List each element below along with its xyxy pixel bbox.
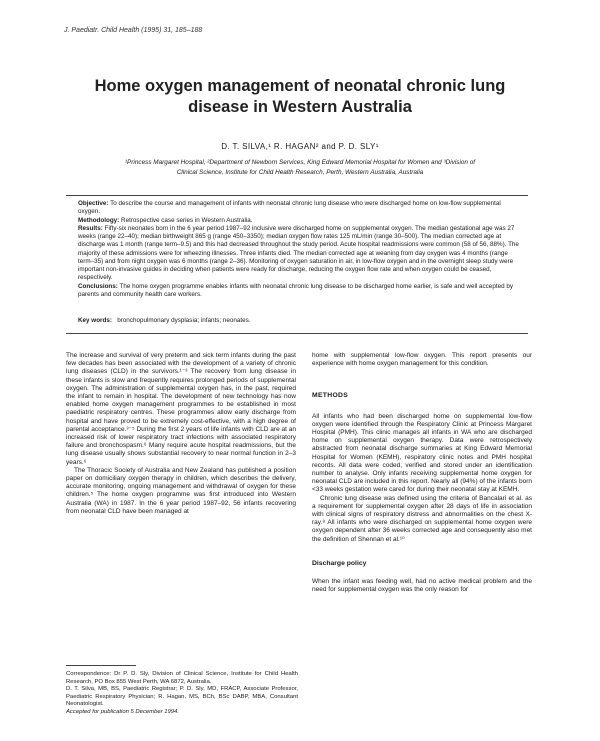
methodology-label: Methodology: [78,216,120,224]
footnote [66,671,298,717]
accepted-date: Accepted for publication 5 December 1994. [66,708,179,715]
affiliation-line-1: ¹Princess Margaret Hospital, ²Department of Newborn Services, King Edward Memorial Hospital for Women and ³Division of [124,159,476,166]
abstract-objective [78,200,522,217]
objective-label: Objective: [78,200,109,207]
article-title [40,76,560,118]
intro-paragraph-3: home with supplemental low-flow oxygen. This report presents our experience with home oxygen management for this condition. [312,352,532,368]
abstract-top-rule [66,195,528,196]
methodology-text: Retrospective case series in Western Australia. [121,216,253,224]
objective-text: To describe the course and management of infants with neonatal chronic lung disease who were discharged home on low-flow supplemental oxygen. [78,200,501,216]
affiliation-line-2: Clinical Science, Institute for Child Health Research, Perth, Western Australia, Australia [176,168,424,176]
methods-heading: METHODS [312,392,349,400]
abstract-bottom-rule [66,333,528,334]
keywords-text: bronchopulmonary dysplasia; infants; neonates. [117,317,251,324]
title-line-2: disease in Western Australia [188,98,412,116]
author-credentials: D. T. Silva, MB, BS, Paediatric Registrar; P. D. Sly, MD, FRACP, Associate Professor, Paediatric Respiratory Physician; R. Hagan, MS, BCh, BSc DABP, MBA, Consultant Neonatologist. [66,686,298,708]
conclusions-text: The home oxygen programme enables infants with neonatal chronic lung disease to be discharged home earlier, is safe and well accepted by parents and community health care workers. [78,282,513,298]
title-line-1: Home oxygen management of neonatal chronic lung [94,77,506,95]
left-column [66,352,296,516]
affiliations [80,158,520,177]
abstract-methodology [78,217,522,225]
intro-paragraph-2: The Thoracic Society of Australia and New Zealand has published a position paper on domiciliary oxygen therapy in children, which describes the delivery, accurate monitoring, ongoing management and withdrawal of oxygen for these children.⁵ The home oxygen programme was first introduced into Western Australia (WA) in 1987. In the 6 year period 1987–92, 56 infants recovering from neonatal CLD have been managed at [66,466,296,515]
methods-paragraph-1: All infants who had been discharged home on supplemental low-flow oxygen were identified through the Respiratory Clinic at Princess Margaret Hospital (PMH). This clinic manages all infants in WA who are discharged home on supplemental oxygen therapy. Data were retrospectively abstracted from neonatal discharge summaries at King Edward Memorial Hospital for Women (KEMH), respiratory clinic notes and PMH hospital records. All data were coded, verified and stored under an identification number to analyse. Only infants receiving supplemental home oxygen for neonatal CLD are included in this report. Nearly all (94%) of the infants born <33 weeks gestation were cared for during their neonatal stay at KEMH. [312,412,532,494]
methods-paragraph-2: Chronic lung disease was defined using the criteria of Bancalari et al. as a requirement for supplemental oxygen after 28 days of life in association with clinical signs of respiratory distress and abnormalities on the chest X-ray.⁸ All infants who were discharged on supplemental home oxygen were oxygen dependent after 36 weeks corrected age and consequently also met the definition of Shennan et al.¹⁰ [312,494,532,543]
intro-paragraph-1: The increase and survival of very preterm and sick term infants during the past few decades has been associated with the development of a variety of chronic lung diseases (CLD) in the survivors.¹⁻³ The recovery from lung disease in these infants is slow and frequently requires prolonged periods of supplemental oxygen. The administration of supplemental oxygen has, in the past, required the infant to remain in hospital. The development of new technology has now enabled home oxygen management programmes to be established in most paediatric respiratory centres. These programmes allow early discharge from hospital and have proved to be extremely cost-effective, with a high degree of parental acceptance.³⁻⁵ During the first 2 years of life infants with CLD are at an increased risk of lower respiratory tract infections with associated respiratory failure and bronchospasm.⁶ Many require acute hospital readmissions, but the lung disease usually shows substantial recovery to near normal function in 2–3 years.⁶ [66,352,296,466]
right-column [312,352,532,594]
keywords-label: Key words: [78,317,112,324]
conclusions-label: Conclusions: [78,282,118,290]
results-text: Fifty-six neonates born in the 6 year period 1987–92 inclusive were discharged home on supplemental oxygen. The median gestational age was 27 weeks (range 22–40); median birthweight 865 g (range 450–3350); median oxygen flow rates 125 mL/min (range 30–500). The median corrected age at discharge was 1 month (range term–9.5) and this had decreased throughout the study period. Acute hospital readmissions were common (58 of 56, 88%). The majority of these admissions were for wheezing illnesses. Three infants died. The median corrected age at weaning from day oxygen was 4 months (range term–35) and from night oxygen was 6 months (range 2–36). Monitoring of oxygen saturation in air, in low-flow oxygen and in the overnight sleep study were important non-invasive guides in deciding when patients were ready for discharge, reducing the oxygen flow rate and when oxygen could be ceased, respectively. [78,224,519,282]
results-label: Results: [78,224,103,232]
abstract-conclusions [78,283,522,300]
footnote-rule [66,665,136,666]
journal-citation: J. Paediatr. Child Health (1995) 31, 185–188 [64,27,203,34]
abstract [78,200,522,299]
discharge-policy-heading: Discharge policy [312,559,367,567]
discharge-paragraph: When the infant was feeding well, had no active medical problem and the need for supplemental oxygen was the only reason for [312,578,532,594]
abstract-results [78,225,522,283]
correspondence: Correspondence: Dr P. D. Sly, Division of Clinical Science, Institute for Child Health Research, PO Box 855 West Perth, WA 6872, Australia. [66,671,298,685]
keywords [78,317,518,324]
author-list: D. T. SILVA,¹ R. HAGAN² and P. D. SLY¹ [221,142,379,151]
